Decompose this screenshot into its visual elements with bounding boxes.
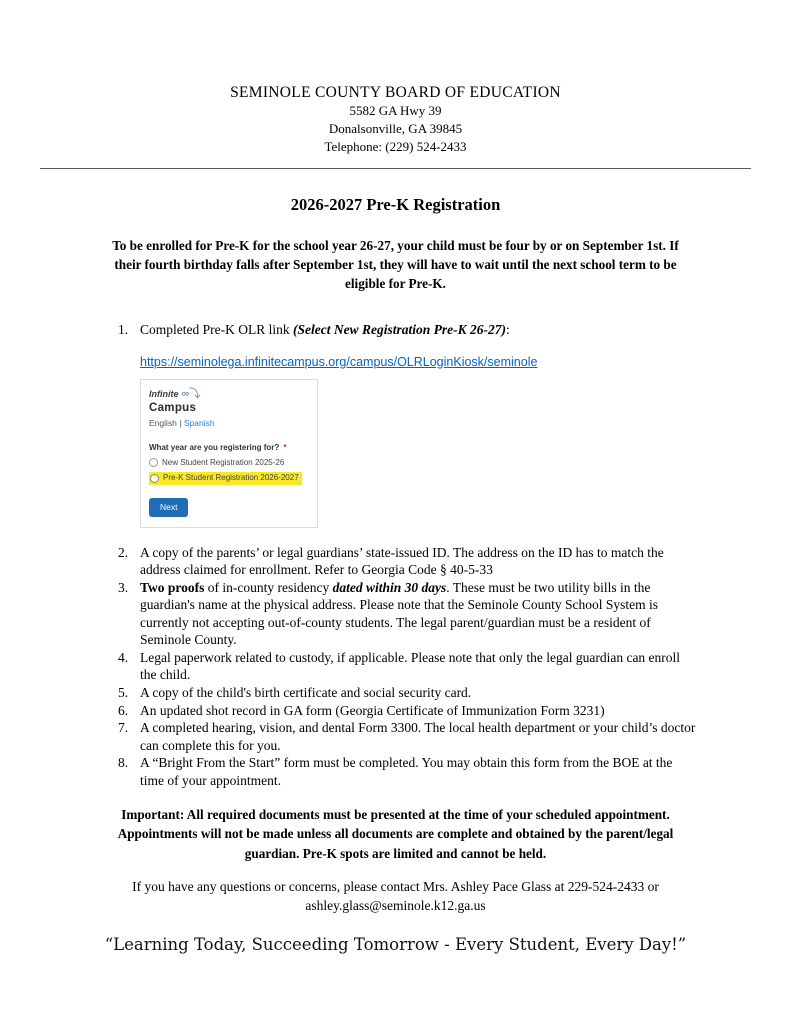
list-number: 6. bbox=[118, 702, 129, 718]
olr-link-line bbox=[140, 353, 697, 371]
item4-text: Legal paperwork related to custody, if applicable. Please note that only the legal guardian can enroll the child. bbox=[140, 649, 681, 683]
requirements-list bbox=[40, 321, 751, 789]
list-number: 7. bbox=[118, 720, 129, 736]
item2-text: A copy of the parents’ or legal guardians’ state-issued ID. The address on the ID has to match the address claimed for enrollment. Refer to Georgia Code § 40-5-33 bbox=[140, 544, 664, 578]
item1-pre: Completed Pre-K OLR link bbox=[140, 321, 293, 337]
required-asterisk: * bbox=[283, 443, 287, 453]
item1-colon: : bbox=[505, 321, 510, 337]
olr-link[interactable]: https://seminolega.infinitecampus.org/campus/OLRLoginKiosk/seminole bbox=[140, 354, 538, 369]
question-text: What year are you registering for? bbox=[149, 443, 282, 453]
header-divider bbox=[40, 168, 751, 169]
list-item-5 bbox=[40, 684, 751, 702]
logo-top-text bbox=[149, 387, 309, 401]
contact-paragraph: If you have any questions or concerns, please contact Mrs. Ashley Pace Glass at 229-524-2433 or ashley.glass@seminole.k12.ga.us bbox=[132, 878, 659, 913]
radio-option-prek-highlighted bbox=[149, 472, 302, 484]
document-title: 2026-2027 Pre-K Registration bbox=[290, 194, 501, 214]
important-notice: Important: All required documents must be presented at the time of your scheduled appointment. Appointments will not be made unless all documents are complete and obtained by the parent/legal guardian. Pre-K spots are limited and cannot be held. bbox=[117, 807, 674, 861]
list-number: 5. bbox=[118, 684, 129, 700]
language-spanish: Spanish bbox=[183, 418, 215, 429]
item5-text: A copy of the child's birth certificate and social security card. bbox=[140, 684, 472, 700]
list-number: 1. bbox=[118, 321, 129, 337]
item6-text: An updated shot record in GA form (Georgia Certificate of Immunization Form 3231) bbox=[140, 702, 605, 718]
language-english: English bbox=[149, 418, 177, 429]
next-button-row bbox=[149, 497, 309, 517]
item3-emphasis: dated within 30 days bbox=[332, 579, 447, 595]
list-item-4 bbox=[40, 649, 751, 684]
list-item-2 bbox=[40, 544, 751, 579]
language-toggle bbox=[149, 418, 309, 429]
item7-text: A completed hearing, vision, and dental Form 3300. The local health department or your child’s doctor can complete this for you. bbox=[140, 720, 696, 753]
list-item-1 bbox=[40, 321, 751, 544]
item3-rest: . These must be two utility bills in the guardian's name at the physical address. Please note that the Seminole County School System is currently not accepting out-of-county students. The legal parent/guardian must be a resident of Seminole County. bbox=[140, 579, 658, 648]
next-button-image: Next bbox=[149, 498, 188, 517]
language-separator: | bbox=[176, 418, 184, 429]
item1-text bbox=[140, 321, 697, 339]
list-item-7 bbox=[40, 719, 751, 754]
item8-text: A “Bright From the Start” form must be completed. You may obtain this form from the BOE at the time of your appointment. bbox=[140, 755, 673, 788]
org-address-line2: Donalsonville, GA 39845 bbox=[328, 121, 463, 137]
intro-paragraph: To be enrolled for Pre-K for the school year 26-27, your child must be four by or on September 1st. If their fourth birthday falls after September 1st, they will have to wait until the next school term to be eligible for Pre-K. bbox=[112, 237, 679, 291]
item3-text bbox=[140, 579, 697, 649]
logo-infinite-label: Infinite bbox=[149, 389, 179, 400]
district-motto: “Learning Today, Succeeding Tomorrow - Every Student, Every Day!” bbox=[104, 935, 687, 955]
olr-screenshot bbox=[140, 379, 318, 528]
radio-option-1-label: New Student Registration 2025-26 bbox=[162, 457, 285, 467]
org-phone: Telephone: (229) 524-2433 bbox=[324, 139, 467, 155]
radio-option-new-student bbox=[149, 458, 309, 468]
list-number: 4. bbox=[118, 649, 129, 665]
list-number: 3. bbox=[118, 579, 129, 595]
list-item-3 bbox=[40, 579, 751, 649]
radio-icon bbox=[150, 474, 159, 483]
list-item-6 bbox=[40, 702, 751, 720]
list-number: 2. bbox=[118, 544, 129, 560]
infinite-campus-logo-icon bbox=[149, 387, 309, 416]
list-number: 8. bbox=[118, 755, 129, 771]
item3-bold: Two proofs bbox=[140, 579, 205, 595]
org-address-line1: 5582 GA Hwy 39 bbox=[349, 103, 442, 118]
org-name: SEMINOLE COUNTY BOARD OF EDUCATION bbox=[230, 84, 561, 101]
logo-campus-label: Campus bbox=[149, 402, 197, 415]
item1-emphasis: (Select New Registration Pre-K 26-27) bbox=[292, 321, 506, 337]
registration-year-question bbox=[149, 443, 309, 453]
radio-icon bbox=[149, 458, 158, 467]
list-item-8 bbox=[40, 754, 751, 789]
item3-mid: of in-county residency bbox=[204, 579, 333, 595]
radio-option-2-label: Pre-K Student Registration 2026-2027 bbox=[163, 473, 299, 483]
infinity-icon: ∞⤵ bbox=[181, 388, 201, 401]
letterhead bbox=[40, 84, 751, 157]
